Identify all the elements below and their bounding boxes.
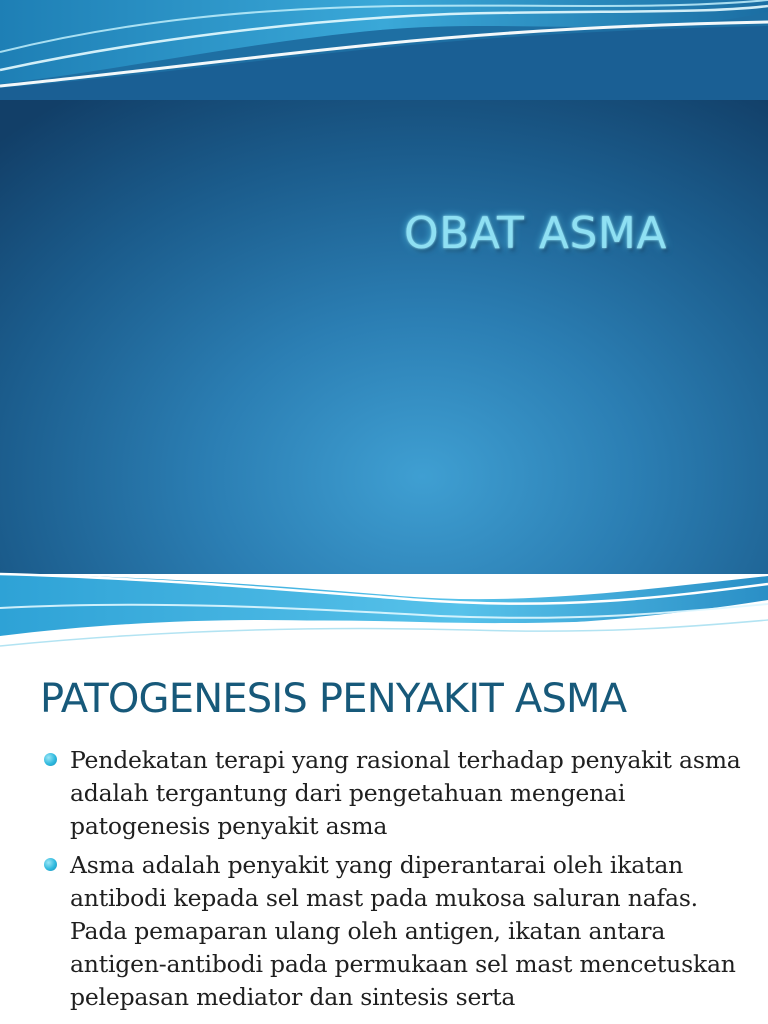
bullet-marker-icon [44,858,57,871]
bullet-list [70,744,750,1020]
bullet-item [70,849,750,1014]
bullet-text: Pendekatan terapi yang rasional terhadap penyakit asma adalah tergantung dari pengetahuan mengenai patogenesis penyakit asma [70,746,741,840]
slide-title: OBAT ASMA [404,208,667,259]
content-slide [0,662,768,1024]
slide-heading: PATOGENESIS PENYAKIT ASMA [40,676,627,722]
bullet-item [70,744,750,843]
top-wave-decoration [0,0,768,100]
bullet-marker-icon [44,753,57,766]
bullet-text: Asma adalah penyakit yang diperantarai oleh ikatan antibodi kepada sel mast pada mukosa saluran nafas. Pada pemaparan ulang oleh antigen, ikatan antara antigen-antibodi pada permukaan sel mast mencetuskan pelepasan mediator dan sintesis serta [70,851,736,1011]
bottom-wave-decoration [0,560,768,662]
